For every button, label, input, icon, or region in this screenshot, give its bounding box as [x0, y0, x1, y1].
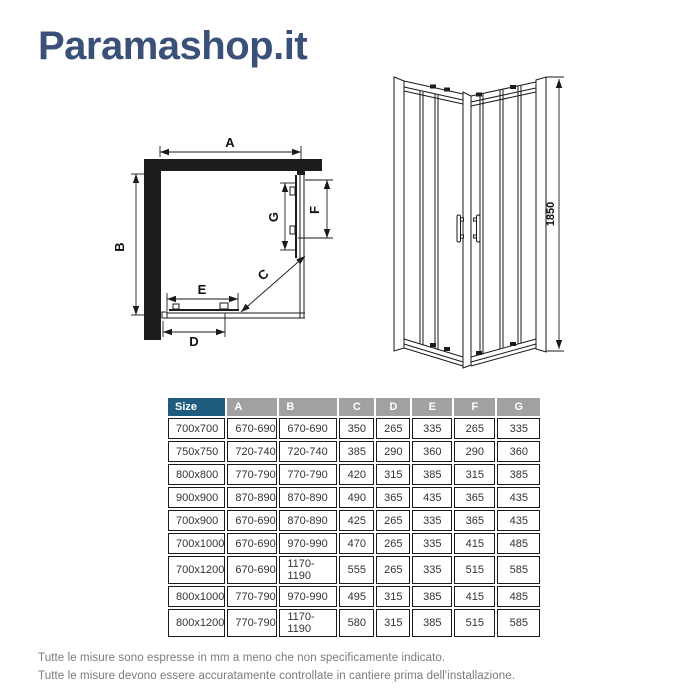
table-row [168, 464, 540, 485]
dim-label-c: C [254, 265, 272, 284]
table-row [168, 556, 540, 584]
wall-top [144, 159, 322, 171]
wall-left [144, 159, 161, 340]
table-cell: 515 [454, 556, 495, 584]
table-cell: 720-740 [227, 441, 277, 462]
dim-label-height: 1850 [545, 201, 557, 227]
table-cell: 580 [339, 609, 374, 637]
table-cell: 385 [339, 441, 374, 462]
dim-label-a: A [225, 135, 235, 150]
corner-bracket [162, 312, 167, 318]
handle-bottom-right [220, 303, 228, 309]
table-cell: 470 [339, 533, 374, 554]
table-cell: 265 [454, 418, 495, 439]
roller-icon [430, 343, 436, 347]
table-row [168, 510, 540, 531]
table-cell: 335 [497, 418, 540, 439]
roller-icon [510, 85, 516, 89]
table-cell: 385 [412, 586, 452, 607]
table-cell: 670-690 [227, 533, 277, 554]
table-cell: 415 [454, 533, 495, 554]
roller-icon [444, 347, 450, 351]
dim-label-f: F [307, 206, 322, 214]
size-table [166, 396, 542, 639]
table-cell: 585 [497, 609, 540, 637]
table-cell: 265 [376, 556, 410, 584]
handle-bottom-left [173, 304, 179, 309]
table-row [168, 533, 540, 554]
table-cell: 425 [339, 510, 374, 531]
table-cell: 435 [497, 487, 540, 508]
column-header-b: B [279, 398, 337, 416]
size-table-body [168, 418, 540, 637]
table-cell: 515 [454, 609, 495, 637]
table-cell: 265 [376, 510, 410, 531]
top-corner-bracket [297, 171, 305, 175]
table-cell: 315 [376, 586, 410, 607]
table-cell: 700x700 [168, 418, 225, 439]
table-row [168, 418, 540, 439]
table-cell: 365 [454, 510, 495, 531]
table-cell: 420 [339, 464, 374, 485]
table-cell: 360 [412, 441, 452, 462]
roller-icon [510, 342, 516, 346]
table-cell: 315 [376, 464, 410, 485]
table-cell: 770-790 [227, 609, 277, 637]
table-cell: 1170-1190 [279, 556, 337, 584]
dim-label-d: D [189, 334, 199, 349]
table-cell: 315 [454, 464, 495, 485]
door-handle-left [457, 215, 461, 242]
table-cell: 670-690 [279, 418, 337, 439]
table-row [168, 487, 540, 508]
dim-label-g: G [266, 211, 281, 223]
table-cell: 435 [497, 510, 540, 531]
table-cell: 870-890 [279, 487, 337, 508]
table-cell: 350 [339, 418, 374, 439]
table-cell: 585 [497, 556, 540, 584]
table-cell: 490 [339, 487, 374, 508]
table-cell: 335 [412, 418, 452, 439]
column-header-size: Size [168, 398, 225, 416]
table-cell: 555 [339, 556, 374, 584]
table-cell: 750x750 [168, 441, 225, 462]
dim-label-b: B [112, 242, 127, 252]
table-cell: 415 [454, 586, 495, 607]
table-row [168, 609, 540, 637]
table-cell: 290 [454, 441, 495, 462]
table-cell: 870-890 [279, 510, 337, 531]
roller-icon [430, 85, 436, 89]
handle-right-top [290, 187, 295, 195]
table-cell: 385 [412, 464, 452, 485]
table-cell: 800x1000 [168, 586, 225, 607]
table-cell: 495 [339, 586, 374, 607]
footer-note-1: Tutte le misure sono espresse in mm a meno che non specificamente indicato. [38, 652, 446, 664]
table-cell: 800x800 [168, 464, 225, 485]
table-row [168, 586, 540, 607]
table-header-row [168, 398, 540, 416]
table-cell: 970-990 [279, 586, 337, 607]
post-left [394, 77, 404, 351]
column-header-g: G [497, 398, 540, 416]
table-cell: 365 [454, 487, 495, 508]
table-cell: 265 [376, 418, 410, 439]
roller-icon [476, 351, 482, 355]
table-cell: 385 [497, 464, 540, 485]
logo-wordmark: Paramashop.it [38, 24, 308, 68]
roller-icon [476, 93, 482, 97]
door-handle-right [477, 215, 481, 242]
post-corner [463, 92, 471, 368]
table-cell: 360 [497, 441, 540, 462]
column-header-e: E [412, 398, 452, 416]
table-cell: 435 [412, 487, 452, 508]
top-view-diagram [93, 113, 358, 378]
table-cell: 265 [376, 533, 410, 554]
table-cell: 700x1000 [168, 533, 225, 554]
footer-note-2: Tutte le misure devono essere accuratamente controllate in cantiere prima dell'installazione. [38, 669, 516, 682]
table-cell: 700x900 [168, 510, 225, 531]
table-cell: 670-690 [227, 510, 277, 531]
roller-icon [444, 88, 450, 92]
table-cell: 315 [376, 609, 410, 637]
handle-right-bottom [290, 226, 295, 234]
table-cell: 770-790 [227, 464, 277, 485]
table-cell: 900x900 [168, 487, 225, 508]
table-cell: 1170-1190 [279, 609, 337, 637]
table-cell: 770-790 [279, 464, 337, 485]
table-cell: 970-990 [279, 533, 337, 554]
table-cell: 365 [376, 487, 410, 508]
column-header-d: D [376, 398, 410, 416]
table-cell: 770-790 [227, 586, 277, 607]
table-cell: 335 [412, 533, 452, 554]
table-cell: 720-740 [279, 441, 337, 462]
table-cell: 385 [412, 609, 452, 637]
table-row [168, 441, 540, 462]
front-view-diagram [380, 58, 580, 383]
column-header-f: F [454, 398, 495, 416]
dim-label-e: E [197, 282, 207, 297]
table-cell: 485 [497, 533, 540, 554]
table-cell: 700x1200 [168, 556, 225, 584]
table-cell: 870-890 [227, 487, 277, 508]
table-cell: 335 [412, 510, 452, 531]
table-cell: 670-690 [227, 556, 277, 584]
column-header-c: C [339, 398, 374, 416]
column-header-a: A [227, 398, 277, 416]
table-cell: 670-690 [227, 418, 277, 439]
table-cell: 485 [497, 586, 540, 607]
footer-notes [38, 650, 515, 685]
table-cell: 290 [376, 441, 410, 462]
table-cell: 800x1200 [168, 609, 225, 637]
table-cell: 335 [412, 556, 452, 584]
